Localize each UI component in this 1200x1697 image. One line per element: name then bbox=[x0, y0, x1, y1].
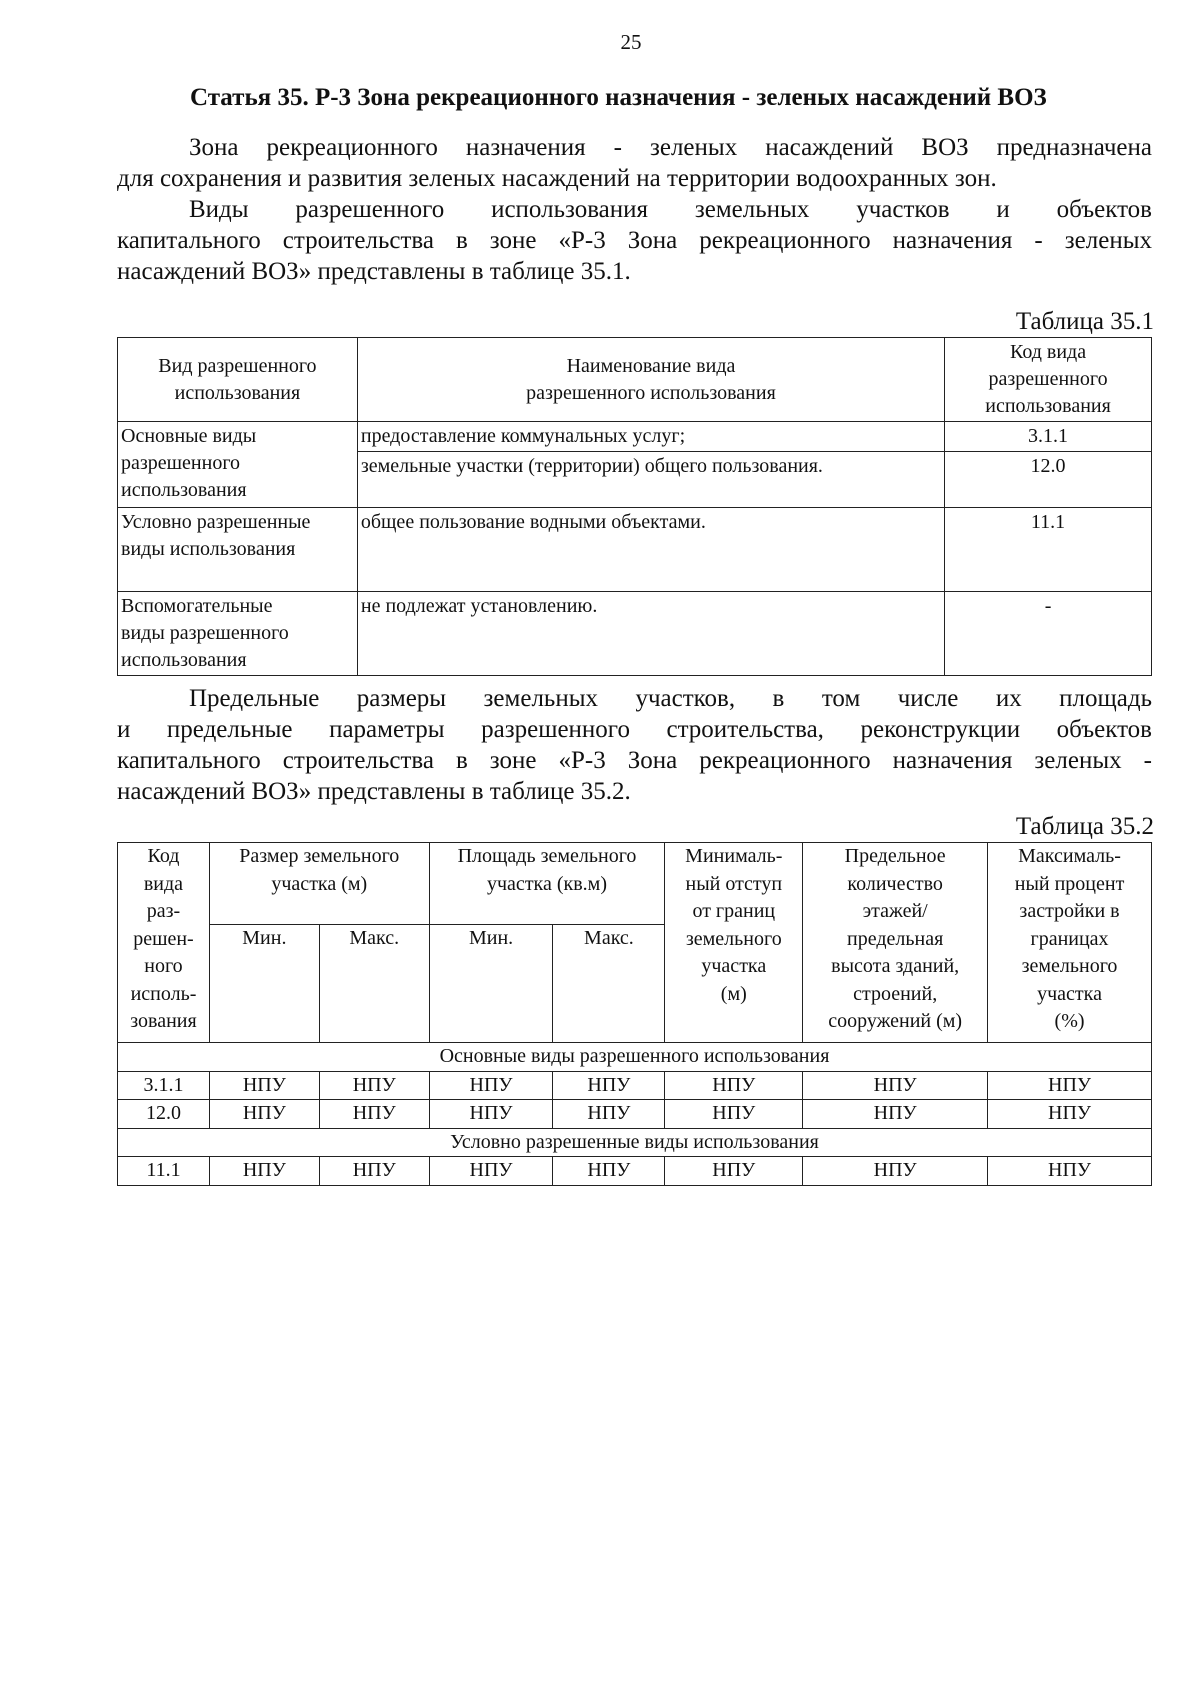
table-cell: НПУ bbox=[553, 1071, 665, 1100]
table-cell: НПУ bbox=[665, 1100, 803, 1129]
table-cell: НПУ bbox=[319, 1100, 429, 1129]
use-name-cell: не подлежат установлению. bbox=[357, 592, 944, 676]
header-cell: Макс. bbox=[319, 925, 429, 1043]
header-line: исполь- bbox=[130, 982, 197, 1005]
table-cell: НПУ bbox=[429, 1100, 553, 1129]
table-row bbox=[118, 1157, 1152, 1186]
header-line: Вид разрешенного bbox=[158, 354, 317, 377]
header-line: сооружений (м) bbox=[828, 1010, 963, 1032]
cell-line: использования bbox=[121, 649, 247, 671]
table-header-row bbox=[118, 843, 1152, 925]
section-cell: Условно разрешенные виды использования bbox=[118, 1128, 1152, 1157]
header-line: (м) bbox=[720, 982, 747, 1005]
section-row bbox=[118, 1128, 1152, 1157]
text-line: для сохранения и развития зеленых насаждений на территории водоохранных зон. bbox=[117, 165, 997, 192]
limits-paragraph bbox=[117, 683, 1152, 807]
use-type-cell bbox=[118, 422, 358, 508]
header-cell: Макс. bbox=[553, 925, 665, 1043]
header-line: Максималь- bbox=[1018, 845, 1121, 867]
header-line: разрешенного использования bbox=[526, 381, 776, 404]
table-cell: НПУ bbox=[988, 1071, 1152, 1100]
cell-line: разрешенного bbox=[121, 452, 241, 474]
use-type-cell bbox=[118, 592, 358, 676]
use-name-cell: земельные участки (территории) общего пользования. bbox=[357, 452, 944, 508]
header-line: решен- bbox=[133, 927, 194, 950]
use-name-cell: предоставление коммунальных услуг; bbox=[357, 422, 944, 452]
header-line: Размер земельного bbox=[239, 845, 400, 867]
section-row bbox=[118, 1043, 1152, 1072]
header-line: застройки в bbox=[1019, 900, 1120, 922]
header-line: строений, bbox=[853, 982, 938, 1005]
table-cell: НПУ bbox=[319, 1071, 429, 1100]
table-cell: НПУ bbox=[429, 1157, 553, 1186]
table-cell: 12.0 bbox=[118, 1100, 210, 1129]
article-heading: Статья 35. Р-3 Зона рекреационного назначения - зеленых насаждений ВОЗ bbox=[190, 84, 1047, 111]
header-cell bbox=[945, 338, 1152, 422]
header-line: границах bbox=[1030, 927, 1109, 950]
use-code-cell: 11.1 bbox=[945, 508, 1152, 592]
header-line: участка bbox=[1037, 982, 1102, 1005]
header-line: земельного bbox=[685, 927, 782, 950]
table-cell: НПУ bbox=[553, 1100, 665, 1129]
header-line: Минималь- bbox=[685, 845, 783, 867]
table-cell: НПУ bbox=[803, 1071, 988, 1100]
table-cell: НПУ bbox=[665, 1157, 803, 1186]
cell-line: Вспомогательные bbox=[121, 595, 273, 617]
header-line: Код вида bbox=[1009, 341, 1087, 363]
page-number: 25 bbox=[620, 30, 642, 54]
table-cell: НПУ bbox=[553, 1157, 665, 1186]
uses-paragraph bbox=[117, 194, 1152, 287]
use-code-cell: 3.1.1 bbox=[945, 422, 1152, 452]
table2-caption: Таблица 35.2 bbox=[1015, 813, 1154, 840]
intro-paragraph bbox=[117, 132, 1152, 194]
text-line: капитального строительства в зоне «Р-3 Зона рекреационного назначения - зеленых bbox=[117, 227, 1152, 254]
header-line: Предельное bbox=[844, 845, 946, 867]
header-line: использования bbox=[985, 395, 1111, 417]
header-cell bbox=[429, 843, 665, 925]
header-line: (%) bbox=[1054, 1010, 1085, 1032]
table-cell: НПУ bbox=[803, 1100, 988, 1129]
header-cell bbox=[803, 843, 988, 1043]
table-cell: 11.1 bbox=[118, 1157, 210, 1186]
table-cell: НПУ bbox=[209, 1100, 319, 1129]
header-line: этажей/ bbox=[862, 900, 928, 922]
header-line: участка bbox=[701, 955, 767, 977]
header-line: количество bbox=[847, 872, 943, 895]
header-line: Площадь земельного bbox=[457, 845, 637, 867]
text-line: насаждений ВОЗ» представлены в таблице 35.2. bbox=[117, 778, 631, 805]
header-cell bbox=[357, 338, 944, 422]
header-line: вида bbox=[143, 872, 184, 895]
text-line: Предельные размеры земельных участков, в том числе их площадь bbox=[189, 685, 1152, 712]
header-line: ный отступ bbox=[685, 872, 783, 895]
table-row bbox=[118, 592, 1152, 676]
header-line: разрешенного bbox=[988, 368, 1108, 390]
text-line: капитального строительства в зоне «Р-3 Зона рекреационного назначения зеленых - bbox=[117, 747, 1152, 774]
use-code-cell: - bbox=[945, 592, 1152, 676]
header-cell bbox=[209, 843, 429, 925]
header-line: земельного bbox=[1021, 955, 1118, 977]
table1-caption: Таблица 35.1 bbox=[1015, 308, 1154, 335]
header-cell: Мин. bbox=[209, 925, 319, 1043]
cell-line: виды использования bbox=[121, 538, 296, 560]
table-cell: НПУ bbox=[429, 1071, 553, 1100]
header-cell bbox=[988, 843, 1152, 1043]
header-cell bbox=[665, 843, 803, 1043]
header-line: высота зданий, bbox=[831, 955, 960, 977]
header-cell: Мин. bbox=[429, 925, 553, 1043]
use-name-cell: общее пользование водными объектами. bbox=[357, 508, 944, 592]
table-row bbox=[118, 1071, 1152, 1100]
cell-line: виды разрешенного bbox=[121, 622, 289, 644]
cell-line: использования bbox=[121, 479, 247, 501]
table-row bbox=[118, 1100, 1152, 1129]
table-row bbox=[118, 422, 1152, 452]
text-line: насаждений ВОЗ» представлены в таблице 35.1. bbox=[117, 258, 631, 285]
table-cell: НПУ bbox=[988, 1100, 1152, 1129]
header-cell bbox=[118, 843, 210, 1043]
header-line: участка (кв.м) bbox=[487, 872, 607, 895]
table-cell: НПУ bbox=[319, 1157, 429, 1186]
header-line: использования bbox=[174, 381, 301, 404]
table-cell: НПУ bbox=[665, 1071, 803, 1100]
table-cell: НПУ bbox=[803, 1157, 988, 1186]
text-line: и предельные параметры разрешенного строительства, реконструкции объектов bbox=[117, 716, 1152, 743]
header-line: раз- bbox=[146, 900, 181, 922]
header-line: от границ bbox=[692, 900, 776, 922]
header-cell bbox=[118, 338, 358, 422]
header-line: Наименование вида bbox=[566, 354, 736, 377]
use-type-cell bbox=[118, 508, 358, 592]
header-line: предельная bbox=[847, 927, 944, 950]
header-line: ный процент bbox=[1014, 872, 1125, 895]
text-line: Виды разрешенного использования земельных участков и объектов bbox=[189, 196, 1152, 223]
header-line: зования bbox=[130, 1010, 197, 1032]
cell-line: Основные виды bbox=[121, 425, 257, 447]
table-header-row bbox=[118, 338, 1152, 422]
cell-line: Условно разрешенные bbox=[121, 511, 311, 533]
table-cell: НПУ bbox=[209, 1071, 319, 1100]
header-line: Код bbox=[147, 845, 180, 867]
header-line: ного bbox=[144, 955, 183, 977]
table-cell: НПУ bbox=[209, 1157, 319, 1186]
table-cell: НПУ bbox=[988, 1157, 1152, 1186]
table-cell: 3.1.1 bbox=[118, 1071, 210, 1100]
limits-table bbox=[117, 842, 1152, 1186]
use-code-cell: 12.0 bbox=[945, 452, 1152, 508]
text-line: Зона рекреационного назначения - зеленых насаждений ВОЗ предназначена bbox=[189, 134, 1152, 161]
uses-table bbox=[117, 337, 1152, 676]
section-cell: Основные виды разрешенного использования bbox=[118, 1043, 1152, 1072]
header-line: участка (м) bbox=[271, 872, 368, 895]
table-row bbox=[118, 508, 1152, 592]
